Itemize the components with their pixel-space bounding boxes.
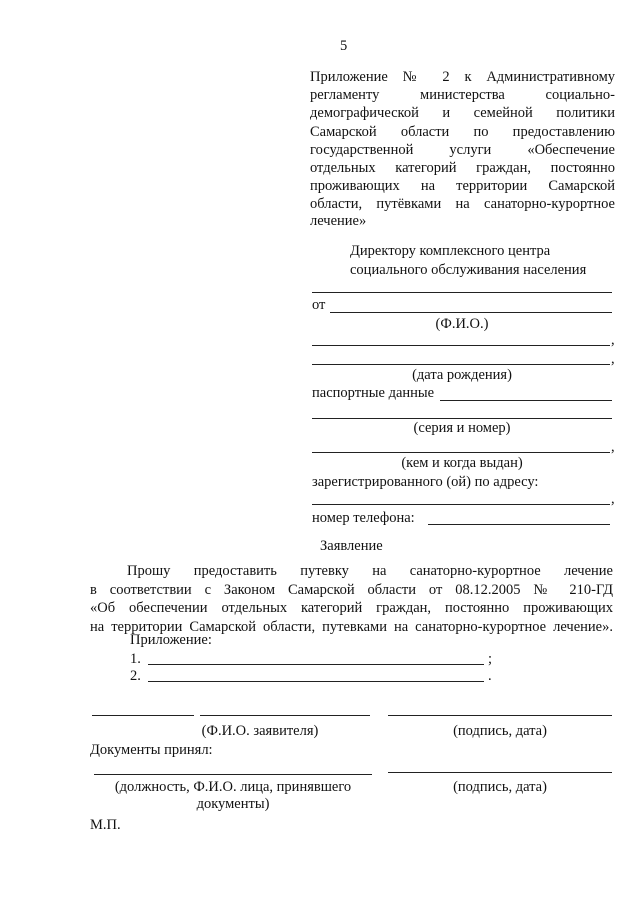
- official-name-line[interactable]: [94, 774, 372, 775]
- fio-field-line-2[interactable]: [312, 345, 610, 346]
- attachment-item-1-line[interactable]: [148, 664, 484, 665]
- addressee-line-2: социального обслуживания населения: [350, 262, 587, 278]
- addressee-line-1: Директору комплексного центра: [350, 243, 551, 259]
- attachment-item-1-end: ;: [488, 651, 493, 667]
- stamp-label: М.П.: [90, 817, 121, 833]
- birth-date-field-line[interactable]: [312, 364, 610, 365]
- applicant-signature-caption: (подпись, дата): [453, 723, 547, 739]
- comma-3: ,: [611, 439, 615, 455]
- passport-field-line-2[interactable]: [312, 418, 612, 419]
- appendix-line: Самарской области по предоставлению: [310, 123, 615, 140]
- applicant-line-a[interactable]: [92, 715, 194, 716]
- page-number: 5: [340, 38, 348, 54]
- appendix-header: [310, 68, 615, 214]
- attachment-item-2-end: .: [488, 668, 492, 684]
- appendix-line: демографической и семейной политики: [310, 105, 615, 122]
- attachment-label: Приложение:: [130, 632, 212, 648]
- issued-caption: (кем и когда выдан): [401, 455, 523, 471]
- series-number-caption: (серия и номер): [413, 420, 511, 436]
- birth-date-caption: (дата рождения): [412, 367, 512, 383]
- appendix-line: Приложение № 2 к Административному: [310, 69, 615, 85]
- passport-field-line[interactable]: [440, 400, 612, 401]
- addressee-blank-line[interactable]: [312, 292, 612, 293]
- appendix-line: области, путёвками на санаторно-курортное: [310, 196, 615, 213]
- attachment-item-2-number: 2.: [130, 668, 141, 684]
- applicant-fio-caption: (Ф.И.О. заявителя): [201, 723, 319, 739]
- comma-4: ,: [611, 491, 615, 507]
- official-signature-caption: (подпись, дата): [453, 779, 547, 795]
- statement-text: [90, 562, 613, 636]
- official-caption-line-1: (должность, Ф.И.О. лица, принявшего: [114, 779, 352, 795]
- from-label: от: [312, 297, 326, 313]
- attachment-item-1-number: 1.: [130, 651, 141, 667]
- appendix-line: регламенту министерства социально-: [310, 87, 615, 104]
- attachment-item-2-line[interactable]: [148, 681, 484, 682]
- statement-line: Прошу предоставить путевку на санаторно-курортное лечение: [127, 563, 613, 579]
- passport-label: паспортные данные: [312, 385, 435, 401]
- appendix-line: проживающих на территории Самарской: [310, 178, 615, 195]
- comma-2: ,: [611, 351, 615, 367]
- appendix-last-line: лечение»: [310, 213, 367, 229]
- fio-caption: (Ф.И.О.): [435, 316, 489, 332]
- address-field-line[interactable]: [312, 504, 610, 505]
- appendix-line: отдельных категорий граждан, постоянно: [310, 160, 615, 177]
- statement-title: Заявление: [320, 538, 383, 554]
- statement-line: в соответствии с Законом Самарской области от 08.12.2005 № 210-ГД: [90, 581, 613, 598]
- comma-1: ,: [611, 332, 615, 348]
- statement-line: на территории Самарской области, путевками на санаторно-курортное лечение».: [90, 618, 613, 635]
- registered-label: зарегистрированного (ой) по адресу:: [312, 474, 539, 490]
- fio-field-line[interactable]: [330, 312, 612, 313]
- official-signature-line[interactable]: [388, 772, 612, 773]
- phone-field-line[interactable]: [428, 524, 610, 525]
- applicant-signature-line[interactable]: [388, 715, 612, 716]
- statement-line: «Об обеспечении отдельных категорий граждан, постоянно проживающих: [90, 600, 613, 616]
- applicant-fio-line[interactable]: [200, 715, 370, 716]
- phone-label: номер телефона:: [312, 510, 415, 526]
- appendix-line: государственной услуги «Обеспечение: [310, 141, 615, 158]
- official-caption-line-2: документы): [196, 796, 270, 812]
- documents-accepted-label: Документы принял:: [90, 742, 213, 758]
- issued-field-line[interactable]: [312, 452, 610, 453]
